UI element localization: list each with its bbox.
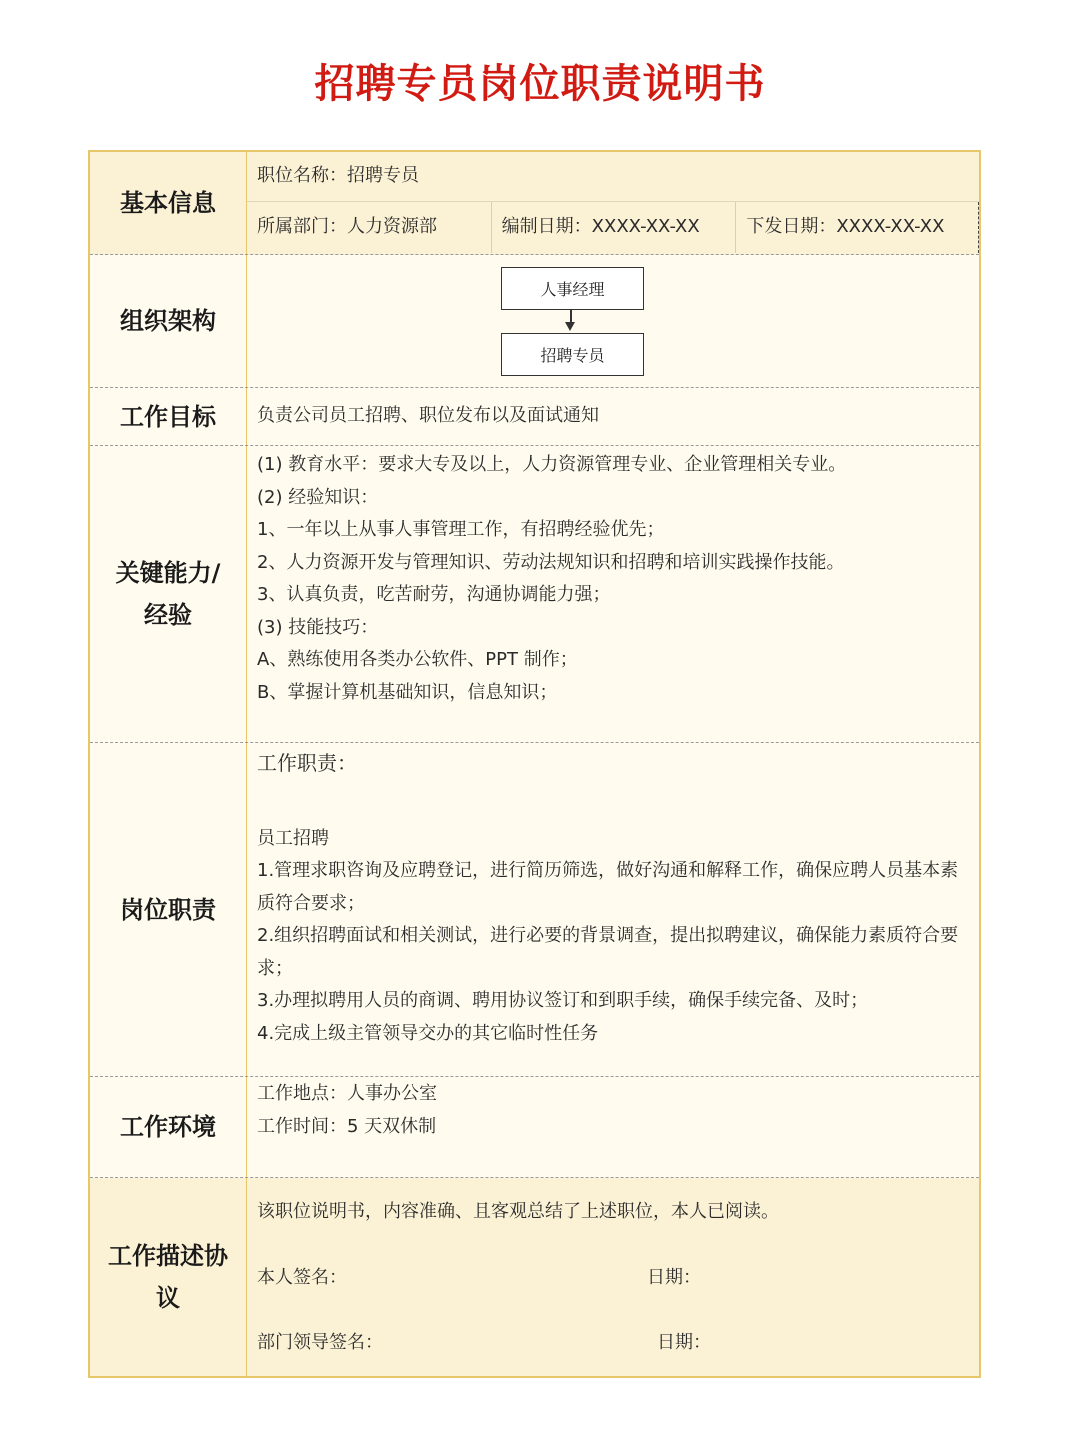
- duty-item: 2.组织招聘面试和相关测试，进行必要的背景调查，提出拟聘建议，确保能力素质符合要求；: [257, 925, 959, 979]
- duty-item: 1.管理求职咨询及应聘登记，进行简历筛选，做好沟通和解释工作，确保应聘人员基本素质符合要求；: [257, 860, 959, 914]
- page-title: 招聘专员岗位职责说明书: [314, 61, 766, 107]
- position-name: 职位名称：招聘专员: [257, 165, 419, 187]
- org-row: [90, 255, 979, 388]
- self-signature-field[interactable]: 本人签名：: [257, 1267, 347, 1288]
- ability-line: A、熟练使用各类办公软件、PPT 制作；: [257, 649, 578, 670]
- work-location: 工作地点：人事办公室: [257, 1083, 437, 1104]
- job-description-form: [88, 150, 981, 1378]
- org-label: 组织架构: [120, 307, 216, 335]
- self-date-field[interactable]: 日期：: [647, 1267, 701, 1288]
- basic-info-content: [246, 152, 979, 254]
- issue-date-cell: [736, 202, 979, 253]
- environment-row: [90, 1077, 979, 1178]
- ability-line: 3、认真负责，吃苦耐劳，沟通协调能力强；: [257, 584, 611, 605]
- duty-content: [246, 743, 979, 1076]
- ability-line: (1) 教育水平：要求大专及以上，人力资源管理专业、企业管理相关专业。: [257, 454, 847, 475]
- ability-line: 2、人力资源开发与管理知识、劳动法规知识和招聘和培训实践操作技能。: [257, 551, 845, 573]
- goal-row: [90, 388, 979, 446]
- basic-info-label: 基本信息: [120, 189, 216, 217]
- ability-label: [90, 446, 246, 742]
- duty-item: 3.办理拟聘用人员的商调、聘用协议签订和到职手续，确保手续完备、及时；: [257, 990, 869, 1011]
- ability-label-line2: 经验: [143, 601, 192, 629]
- department-cell: [247, 202, 492, 253]
- goal-content: [246, 388, 979, 445]
- agreement-label: 工作描述协议: [108, 1242, 228, 1312]
- org-box-specialist: 招聘专员: [501, 333, 644, 376]
- leader-date-field[interactable]: 日期：: [657, 1332, 711, 1353]
- leader-signature-field[interactable]: 部门领导签名：: [257, 1332, 383, 1353]
- org-chart: [246, 255, 979, 387]
- ability-line: B、掌握计算机基础知识，信息知识；: [257, 681, 558, 703]
- work-time: 工作时间：5 天双休制: [257, 1115, 437, 1137]
- duty-label: 岗位职责: [120, 895, 216, 924]
- org-connector-line: [570, 309, 572, 323]
- agreement-content: [246, 1178, 979, 1376]
- ability-line: (3) 技能技巧：: [257, 616, 379, 638]
- org-connector-arrow-icon: [565, 322, 575, 331]
- ability-label-line1: 关键能力/: [115, 559, 221, 587]
- position-name-cell: [247, 152, 979, 202]
- duty-subheading: 员工招聘: [257, 827, 329, 849]
- ability-line: 1、一年以上从事人事管理工作，有招聘经验优先；: [257, 519, 665, 540]
- environment-content: [246, 1077, 979, 1177]
- goal-text: 负责公司员工招聘、职位发布以及面试通知: [257, 405, 599, 427]
- ability-line: (2) 经验知识：: [257, 486, 379, 508]
- org-box-manager: 人事经理: [501, 267, 644, 310]
- compile-date-cell: [492, 202, 737, 253]
- duty-heading: 工作职责：: [257, 751, 357, 775]
- duty-row: [90, 743, 979, 1077]
- department: 所属部门：人力资源部: [257, 216, 437, 238]
- ability-content: [246, 446, 979, 742]
- agreement-row: [90, 1178, 979, 1376]
- goal-label: 工作目标: [120, 402, 216, 431]
- ability-row: [90, 446, 979, 743]
- environment-label: 工作环境: [120, 1113, 216, 1141]
- basic-info-bottom: [247, 202, 979, 253]
- compile-date: 编制日期：XXXX-XX-XX: [501, 216, 700, 238]
- agreement-statement: 该职位说明书，内容准确、且客观总结了上述职位，本人已阅读。: [257, 1201, 779, 1222]
- duty-item: 4.完成上级主管领导交办的其它临时性任务: [257, 1022, 599, 1044]
- issue-date: 下发日期：XXXX-XX-XX: [746, 216, 945, 238]
- basic-info-row: [90, 152, 979, 255]
